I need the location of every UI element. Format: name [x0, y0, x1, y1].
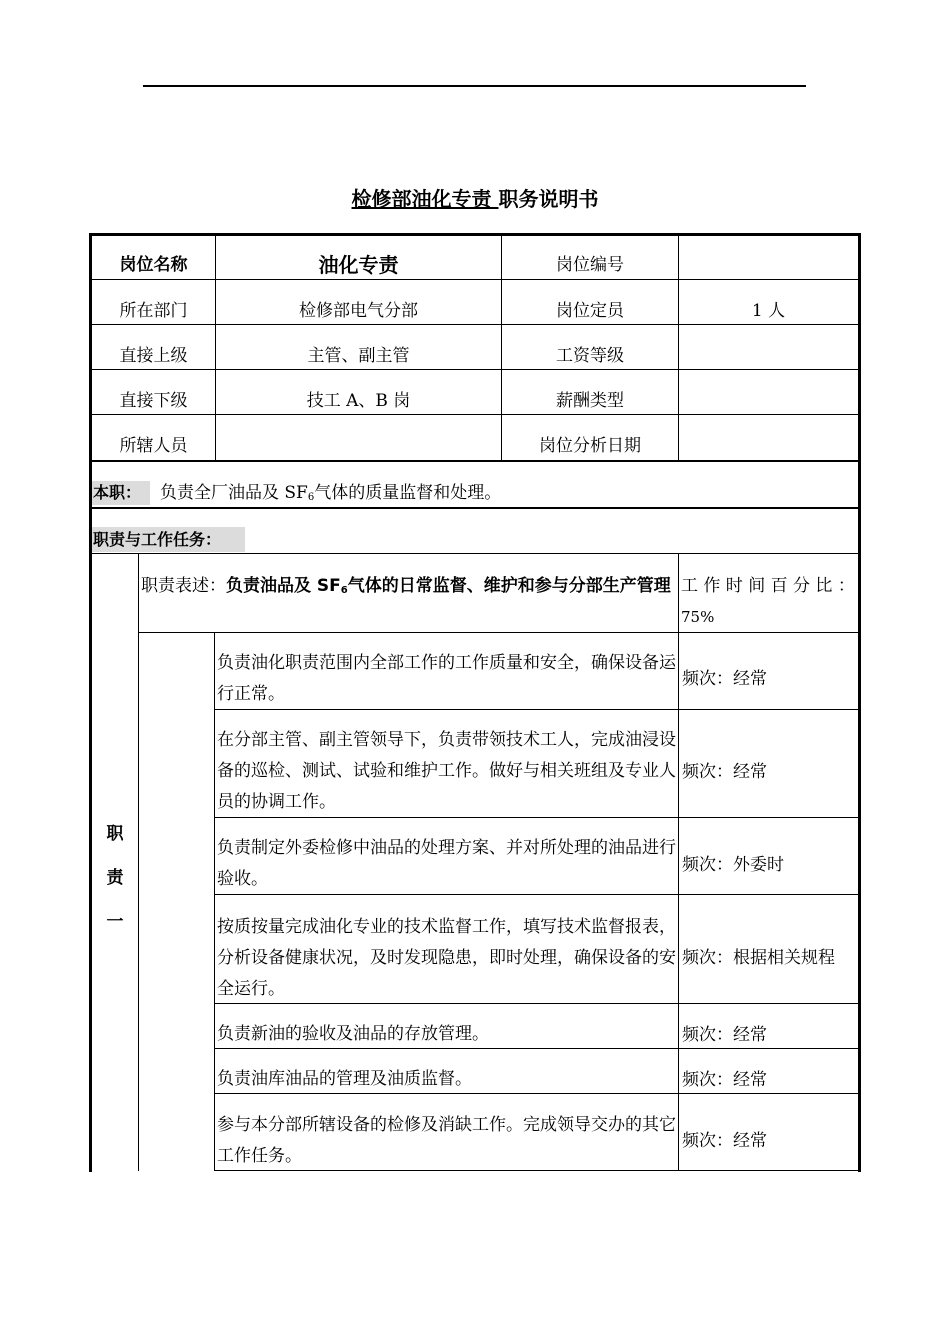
value-position-code — [679, 250, 858, 280]
side-char-1: 职 — [106, 824, 124, 844]
table-border-left — [89, 233, 92, 1172]
title-underlined: 检修部油化专责 — [351, 187, 499, 211]
time-value: 75% — [681, 608, 715, 626]
resp-vline-freq — [678, 554, 679, 1171]
desc-bold-b: 气体的日常监督、维护和参与分部生产管理 — [347, 576, 671, 596]
task-text-7: 参与本分部所辖设备的检修及消缺工作。完成领导交办的其它工作任务。 — [217, 1115, 676, 1166]
time-percentage — [681, 571, 859, 633]
task-text-5: 负责新油的验收及油品的存放管理。 — [217, 1024, 489, 1044]
value-position-name: 油化专责 — [318, 253, 399, 277]
task-freq-1: 频次：经常 — [682, 669, 767, 689]
resp-description — [141, 571, 677, 606]
document-title — [0, 183, 950, 212]
desc-subscript: 6 — [340, 585, 348, 596]
task-text-6: 负责油库油品的管理及油质监督。 — [217, 1069, 472, 1089]
title-rest: 职务说明书 — [498, 187, 599, 211]
label-department: 所在部门 — [119, 301, 188, 321]
table-border-right — [858, 233, 861, 1172]
value-department: 检修部电气分部 — [299, 301, 418, 321]
resp-vline-tasks — [214, 632, 215, 1171]
value-superior: 主管、副主管 — [307, 346, 410, 366]
value-salary-grade — [679, 341, 858, 371]
section-hline — [90, 553, 860, 554]
value-staff — [216, 431, 501, 461]
task-freq-3: 频次：外委时 — [682, 855, 784, 875]
time-label: 工 作 时 间 百 分 比 ： — [681, 576, 855, 596]
value-pay-type — [679, 386, 858, 416]
label-superior: 直接上级 — [119, 346, 188, 366]
task-freq-2: 频次：经常 — [682, 762, 767, 782]
label-staff: 所辖人员 — [119, 436, 188, 456]
label-headcount: 岗位定员 — [556, 301, 624, 321]
label-pay-type: 薪酬类型 — [556, 391, 624, 411]
label-subordinate: 直接下级 — [119, 391, 188, 411]
task-text-4: 按质按量完成油化专业的技术监督工作，填写技术监督报表，分析设备健康状况，及时发现隐患，即时处理，确保设备的安全运行。 — [217, 917, 676, 999]
label-analysis-date: 岗位分析日期 — [539, 436, 641, 456]
task-freq-4: 频次：根据相关规程 — [682, 948, 835, 968]
task-text-2: 在分部主管、副主管领导下，负责带领技术工人，完成油浸设备的巡检、测试、试验和维护工作。做好与相关班组及专业人员的协调工作。 — [217, 730, 676, 812]
value-subordinate: 技工 A、B 岗 — [306, 391, 411, 411]
duty-subscript: 6 — [307, 492, 315, 503]
value-analysis-date — [679, 431, 858, 461]
duty-label: 本职： — [92, 481, 150, 505]
task-freq-5: 频次：经常 — [682, 1025, 767, 1045]
label-position-code: 岗位编号 — [556, 255, 624, 275]
section-label: 职责与工作任务： — [92, 527, 245, 552]
task-freq-6: 频次：经常 — [682, 1070, 767, 1090]
task-freq-7: 频次：经常 — [682, 1131, 767, 1151]
resp-side-label — [92, 812, 138, 944]
duty-text-b: 气体的质量监督和处理。 — [314, 483, 502, 503]
desc-prefix: 职责表述： — [141, 576, 226, 596]
desc-bold-a: 负责油品及 SF — [226, 576, 341, 596]
duty-text-a: 负责全厂油品及 SF — [160, 483, 308, 503]
label-salary-grade: 工资等级 — [556, 346, 624, 366]
label-position-name: 岗位名称 — [119, 255, 188, 275]
side-char-2: 责 — [106, 868, 124, 888]
table-border-top — [89, 233, 861, 236]
duty-hline — [90, 507, 860, 509]
duty-text — [160, 481, 850, 505]
header-rule — [143, 85, 806, 87]
task-text-3: 负责制定外委检修中油品的处理方案、并对所处理的油品进行验收。 — [217, 838, 676, 889]
side-char-3: 一 — [106, 912, 124, 932]
task-text-1: 负责油化职责范围内全部工作的工作质量和安全，确保设备运行正常。 — [217, 653, 676, 704]
value-headcount: 1 人 — [751, 301, 786, 321]
resp-vline-side — [138, 554, 139, 1171]
